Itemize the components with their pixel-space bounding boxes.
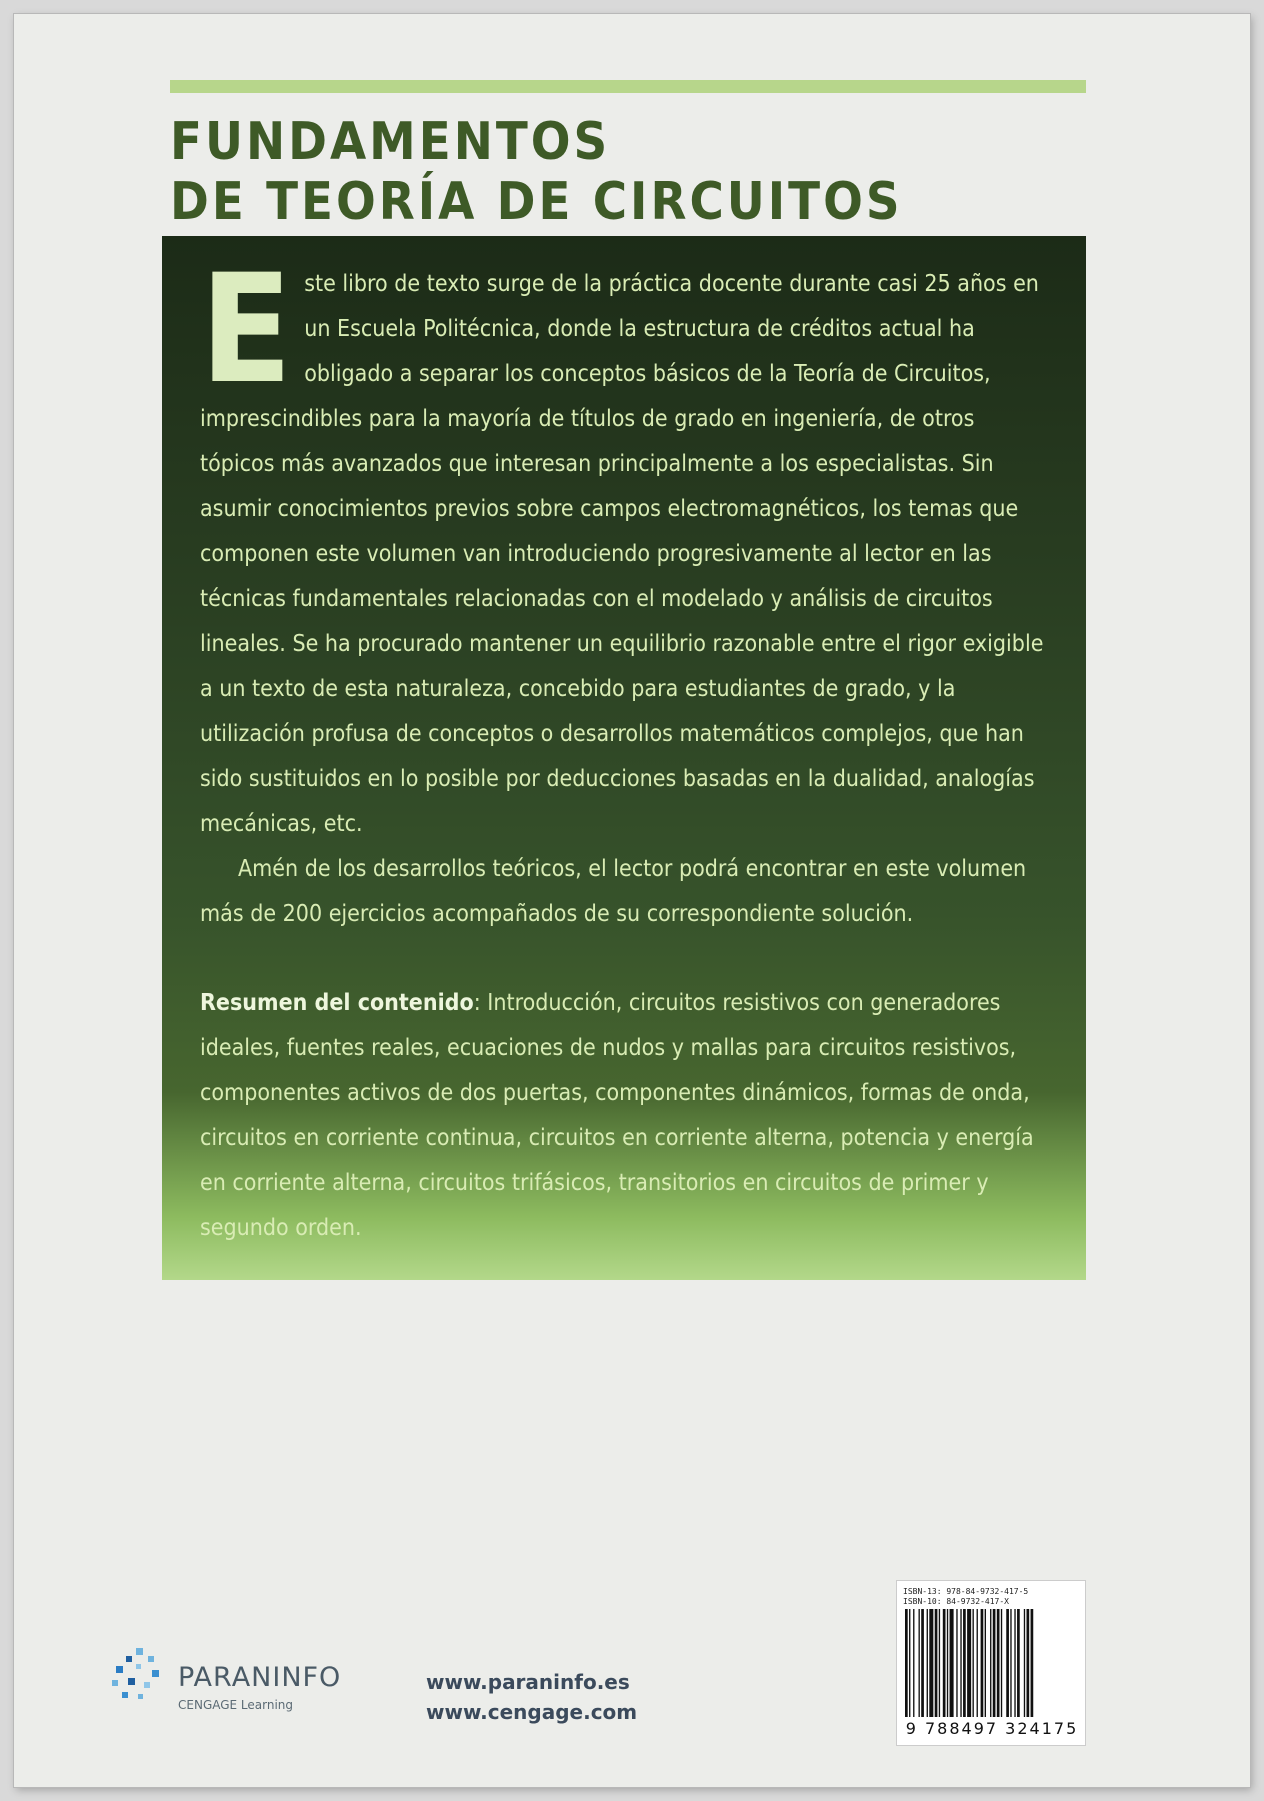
publisher-url-cengage: www.cengage.com <box>426 1700 638 1724</box>
barcode-digits: 9 788497 324175 <box>905 1719 1079 1738</box>
blurb-paragraph-1 <box>200 243 1052 847</box>
blurb-text <box>200 243 1052 1251</box>
blurb-paragraph-2: Amén de los desarrollos teóricos, el lector podrá encontrar en este volumen más de 200 ejercicios acompañados de su correspondiente solución. <box>200 856 1027 927</box>
publisher-imprint: CENGAGE Learning <box>178 1698 294 1712</box>
book-back-cover <box>14 14 1250 1787</box>
summary-text: : Introducción, circuitos resistivos con generadores ideales, fuentes reales, ecuaciones de nudos y mallas para circuitos resistivos, componentes activos de dos puertas, componentes dinámicos, formas de onda, circuitos en corriente continua, circuitos en corriente alterna, potencia y energía en corriente alterna, circuitos trifásicos, transitorios en circuitos de primer y segundo orden. <box>200 990 1034 1241</box>
summary-paragraph <box>200 981 1052 1251</box>
blurb-panel <box>162 236 1086 1280</box>
publisher-url-paraninfo: www.paraninfo.es <box>426 1670 630 1694</box>
drop-cap: E <box>200 243 293 417</box>
summary-label: Resumen del contenido <box>200 990 474 1016</box>
top-accent-rule <box>170 80 1086 93</box>
book-title <box>170 112 903 232</box>
isbn-13: ISBN-13: 978-84-9732-417-5 <box>903 1587 1029 1596</box>
paraninfo-logo-icon <box>106 1644 166 1704</box>
isbn-10: ISBN-10: 84-9732-417-X <box>903 1597 1009 1606</box>
publisher-name: PARANINFO <box>178 1662 342 1693</box>
title-line-1: FUNDAMENTOS <box>170 112 611 172</box>
paragraph-1-text: ste libro de texto surge de la práctica docente durante casi 25 años en un Escuela Politécnica, donde la estructura de créditos actual ha obligado a separar los conceptos básicos de la Teoría de Circuitos, imprescindibles para la mayoría de títulos de grado en ingeniería, de otros tópicos más avanzados que interesan principalmente a los especialistas. Sin asumir conocimientos previos sobre campos electromagnéticos, los temas que componen este volumen van introduciendo progresivamente al lector en las técnicas fundamentales relacionadas con el modelado y análisis de circuitos lineales. Se ha procurado mantener un equilibrio razonable entre el rigor exigible a un texto de esta naturaleza, concebido para estudiantes de grado, y la utilización profusa de conceptos o desarrollos matemáticos complejos, que han sido sustituidos en lo posible por deducciones basadas en la dualidad, analogías mecánicas, etc. <box>200 271 1044 837</box>
barcode <box>896 1580 1086 1746</box>
title-line-2: DE TEORÍA DE CIRCUITOS <box>170 172 903 232</box>
barcode-bars <box>905 1609 1079 1717</box>
